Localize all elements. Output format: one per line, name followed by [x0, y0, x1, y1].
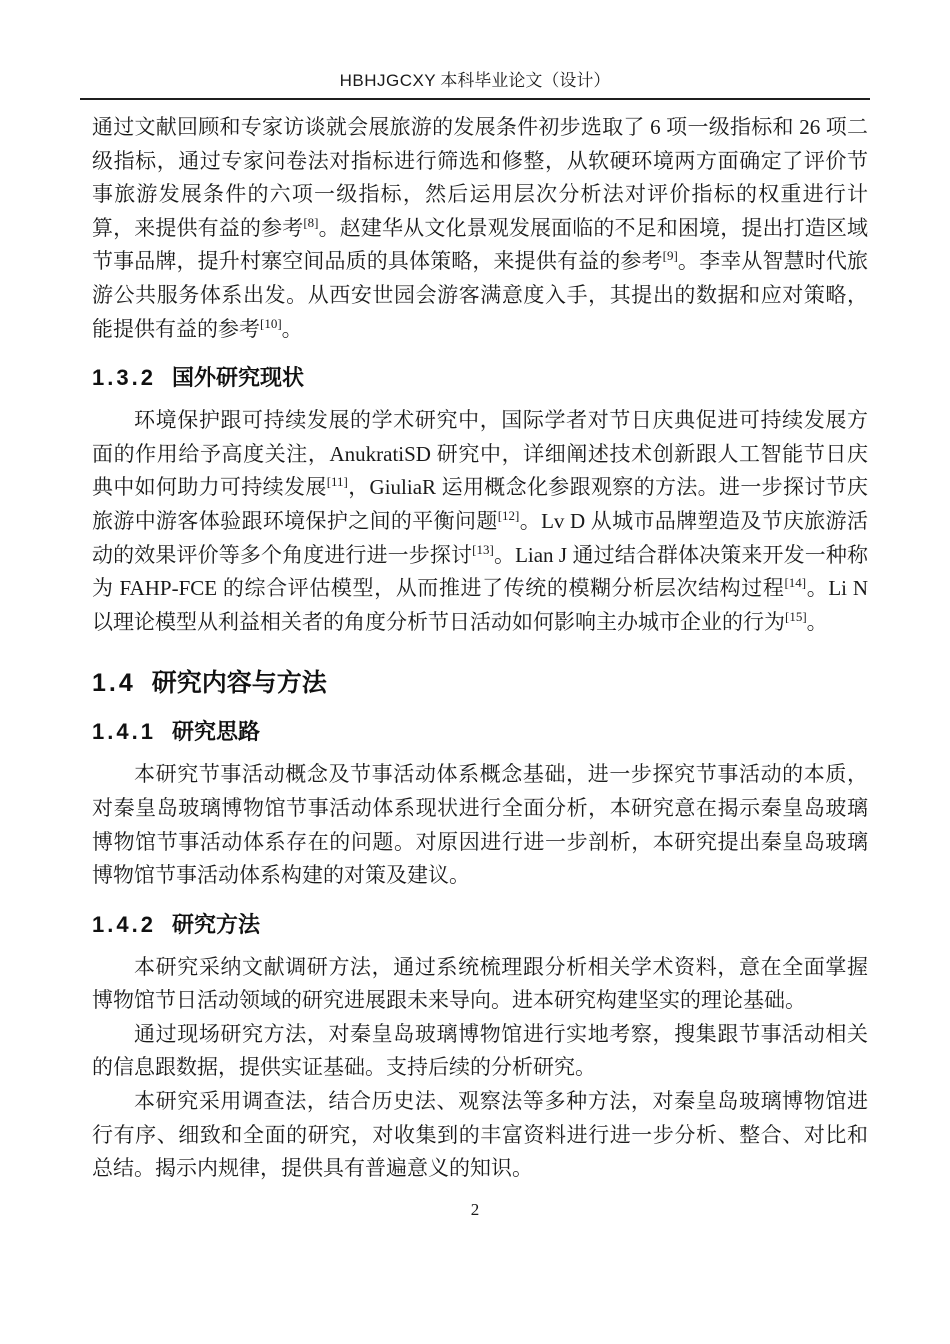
heading-title: 研究内容与方法 [151, 669, 327, 698]
citation-ref: [10] [260, 315, 282, 331]
heading-1-4 [92, 666, 868, 700]
citation-ref: [14] [784, 575, 807, 591]
citation-ref: [13] [472, 541, 494, 557]
citation-ref: [8] [303, 214, 319, 230]
heading-1-4-1 [92, 717, 868, 747]
paragraph-foreign-research: 环境保护跟可持续发展的学术研究中，国际学者对节日庆典促进可持续发展方面的作用给予高度关注，AnukratiSD 研究中，详细阐述技术创新跟人工智能节日庆典中如何助力可持续发展[11]，GiuliaR 运用概念化参跟观察的方法。进一步探讨节庆旅游中游客体验跟环境保护之间的平衡问题[12]。Lv D 从城市品牌塑造及节庆旅游活动的效果评价等多个角度进行进一步探讨[13]。Lian J 通过结合群体决策来开发一种称为 FAHP-FCE 的综合评估模型，从而推进了传统的模糊分析层次结构过程[14]。Li N 以理论模型从利益相关者的角度分析节日活动如何影响主办城市企业的行为[15]。 [92, 408, 869, 634]
paragraph-method-field: 通过现场研究方法，对秦皇岛玻璃博物馆进行实地考察，搜集跟节事活动相关的信息跟数据，提供实证基础。支持后续的分析研究。 [92, 1021, 868, 1080]
heading-title: 国外研究现状 [171, 365, 304, 391]
page-number: 2 [470, 1200, 480, 1219]
citation-ref: [12] [497, 507, 520, 523]
citation-ref: [11] [326, 474, 348, 490]
heading-number: 1.4.2 [92, 911, 156, 937]
citation-ref: [15] [785, 608, 807, 624]
heading-number: 1.4 [92, 669, 136, 698]
header-school-code: HBHJGCXY [339, 71, 437, 90]
header-title: 本科毕业论文（设计） [440, 71, 611, 90]
heading-title: 研究思路 [171, 719, 260, 745]
paragraph-method-survey: 本研究采用调查法，结合历史法、观察法等多种方法，对秦皇岛玻璃博物馆进行有序、细致和全面的研究，对收集到的丰富资料进行进一步分析、整合、对比和总结。揭示内规律，提供具有普遍意义的知识。 [92, 1089, 868, 1181]
citation-ref: [9] [662, 248, 678, 264]
heading-number: 1.4.1 [92, 719, 156, 745]
heading-title: 研究方法 [171, 911, 260, 937]
paragraph-method-literature: 本研究采纳文献调研方法，通过系统梳理跟分析相关学术资料，意在全面掌握博物馆节日活动领域的研究进展跟未来导向。进本研究构建坚实的理论基础。 [92, 954, 868, 1013]
heading-1-3-2 [92, 363, 868, 393]
document-body [92, 111, 868, 1186]
page-header [80, 70, 870, 100]
heading-number: 1.3.2 [92, 365, 156, 391]
heading-1-4-2 [92, 910, 868, 940]
paragraph-research-idea: 本研究节事活动概念及节事活动体系概念基础，进一步探究节事活动的本质，对秦皇岛玻璃博物馆节事活动体系现状进行全面分析，本研究意在揭示秦皇岛玻璃博物馆节事活动体系存在的问题。对原因进行进一步剖析，本研究提出秦皇岛玻璃博物馆节事活动体系构建的对策及建议。 [92, 762, 868, 888]
paragraph-literature-review-continued: 通过文献回顾和专家访谈就会展旅游的发展条件初步选取了 6 项一级指标和 26 项二级指标，通过专家问卷法对指标进行筛选和修整，从软硬环境两方面确定了评价节事旅游发展条件的六项一级指标，然后运用层次分析法对评价指标的权重进行计算，来提供有益的参考[8]。赵建华从文化景观发展面临的不足和困境，提出打造区域节事品牌，提升村寨空间品质的具体策略，来提供有益的参考[9]。李幸从智慧时代旅游公共服务体系出发。从西安世园会游客满意度入手，其提出的数据和应对策略，能提供有益的参考[10]。 [92, 115, 869, 341]
